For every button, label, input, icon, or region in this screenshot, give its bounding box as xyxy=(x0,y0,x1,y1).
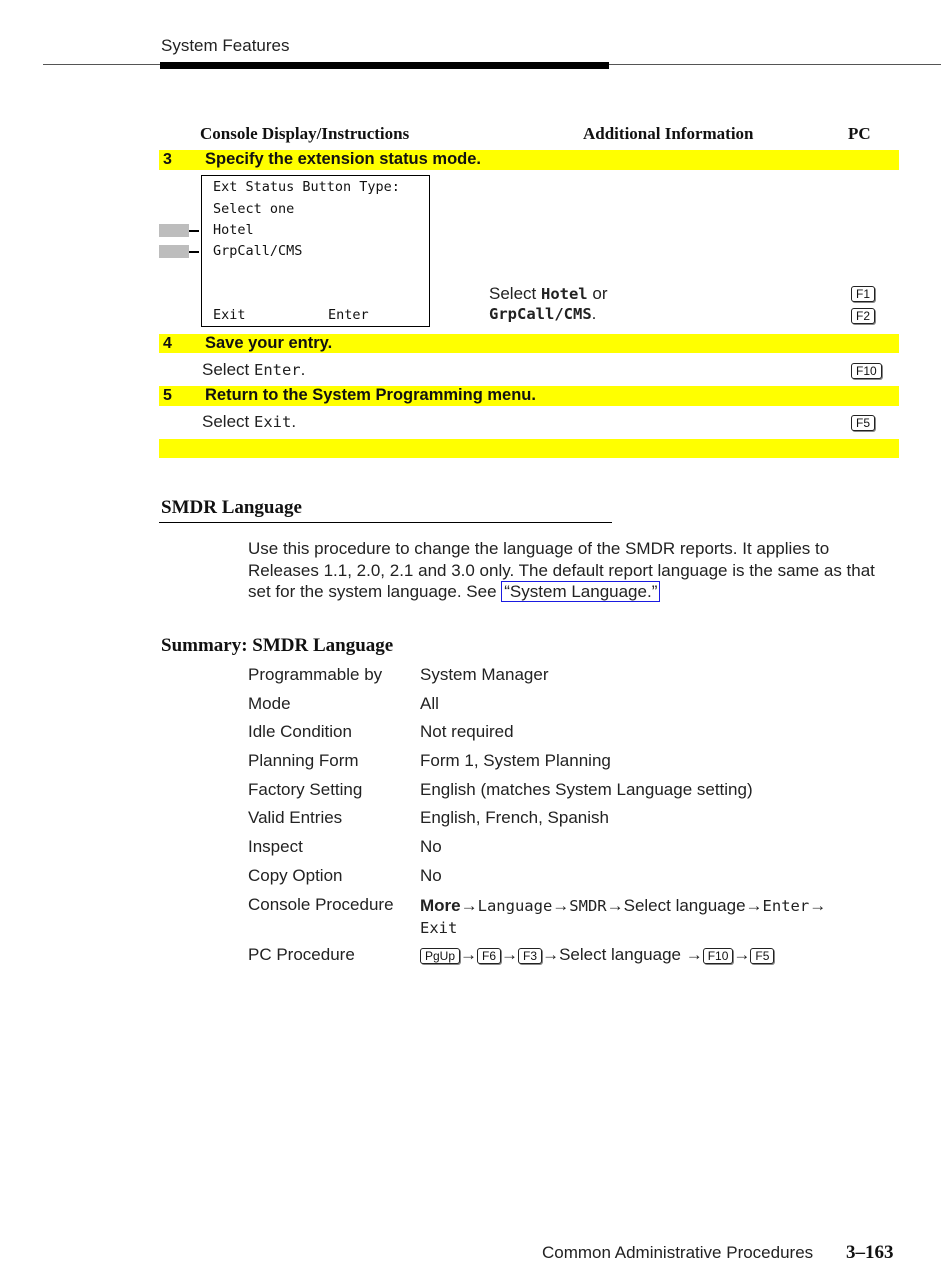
step-5-number: 5 xyxy=(163,387,172,404)
section-title: SMDR Language xyxy=(161,497,302,518)
pointer-hotel-tick xyxy=(189,230,199,232)
header-bar xyxy=(160,62,609,69)
key-f10: F10 xyxy=(851,363,882,379)
col-head-info: Additional Information xyxy=(583,124,754,143)
key-f2: F2 xyxy=(851,308,875,324)
summary-label: Inspect xyxy=(248,837,303,856)
section-paragraph: Use this procedure to change the language of the SMDR reports. It applies to Releases 1.1, 2.0, 2.1 and 3.0 only. The default report language is the same as that set for the system language. See “System Language.” xyxy=(248,539,875,601)
summary-label: Programmable by xyxy=(248,665,383,684)
key-f5: F5 xyxy=(750,948,774,964)
step-4-text: Save your entry. xyxy=(205,334,333,352)
summary-label: Idle Condition xyxy=(248,722,352,741)
screen-line-title: Ext Status Button Type: xyxy=(213,179,400,195)
summary-label: Valid Entries xyxy=(248,808,343,827)
pointer-hotel xyxy=(159,224,189,237)
summary-label: Planning Form xyxy=(248,751,359,770)
section-rule xyxy=(159,522,612,523)
system-language-link[interactable]: “System Language.” xyxy=(501,581,660,602)
summary-value: All xyxy=(420,694,439,713)
pc-procedure-value: PgUp → F6 → F3 →Select language → F10 → F5 xyxy=(420,945,890,965)
summary-title: Summary: SMDR Language xyxy=(161,635,394,656)
screen-line-select: Select one xyxy=(213,201,295,217)
key-f10: F10 xyxy=(703,948,734,964)
summary-label: Mode xyxy=(248,694,291,713)
summary-value: Form 1, System Planning xyxy=(420,751,611,770)
col-head-pc: PC xyxy=(848,124,871,143)
screen-exit-label: Exit xyxy=(213,307,246,323)
console-screen xyxy=(201,175,430,327)
key-f5: F5 xyxy=(851,415,875,431)
table-end-highlight xyxy=(159,439,899,458)
step-4-number: 4 xyxy=(163,335,172,352)
screen-option-grpcall: GrpCall/CMS xyxy=(213,243,303,259)
step-5-instruction: Select Exit. xyxy=(202,412,297,431)
step-5-text: Return to the System Programming menu. xyxy=(205,386,536,404)
screen-option-hotel: Hotel xyxy=(213,222,254,238)
step-4-instruction: Select Enter. xyxy=(202,360,306,379)
summary-label: Copy Option xyxy=(248,866,343,885)
pc-procedure-label: PC Procedure xyxy=(248,945,355,964)
summary-value: System Manager xyxy=(420,665,549,684)
page-number: 3–163 xyxy=(846,1242,894,1263)
summary-label: Factory Setting xyxy=(248,780,363,799)
console-procedure-label: Console Procedure xyxy=(248,895,394,914)
step-3-number: 3 xyxy=(163,151,172,168)
summary-value: Not required xyxy=(420,722,514,741)
col-head-console: Console Display/Instructions xyxy=(200,124,410,143)
pointer-grpcall-tick xyxy=(189,251,199,253)
key-f3: F3 xyxy=(518,948,542,964)
running-head: System Features xyxy=(161,36,290,55)
key-f1: F1 xyxy=(851,286,875,302)
summary-value: No xyxy=(420,866,442,885)
screen-enter-label: Enter xyxy=(328,307,369,323)
footer-text: Common Administrative Procedures xyxy=(542,1243,814,1262)
key-f6: F6 xyxy=(477,948,501,964)
pointer-grpcall xyxy=(159,245,189,258)
summary-value: English, French, Spanish xyxy=(420,808,609,827)
console-procedure-value: More→Language→SMDR→Select language→Enter→ Exit xyxy=(420,896,827,937)
summary-value: No xyxy=(420,837,442,856)
step-3-text: Specify the extension status mode. xyxy=(205,150,481,168)
key-pgup: PgUp xyxy=(420,948,460,964)
step-3-info: Select Hotel or GrpCall/CMS. xyxy=(489,284,608,323)
summary-value: English (matches System Language setting) xyxy=(420,780,753,799)
